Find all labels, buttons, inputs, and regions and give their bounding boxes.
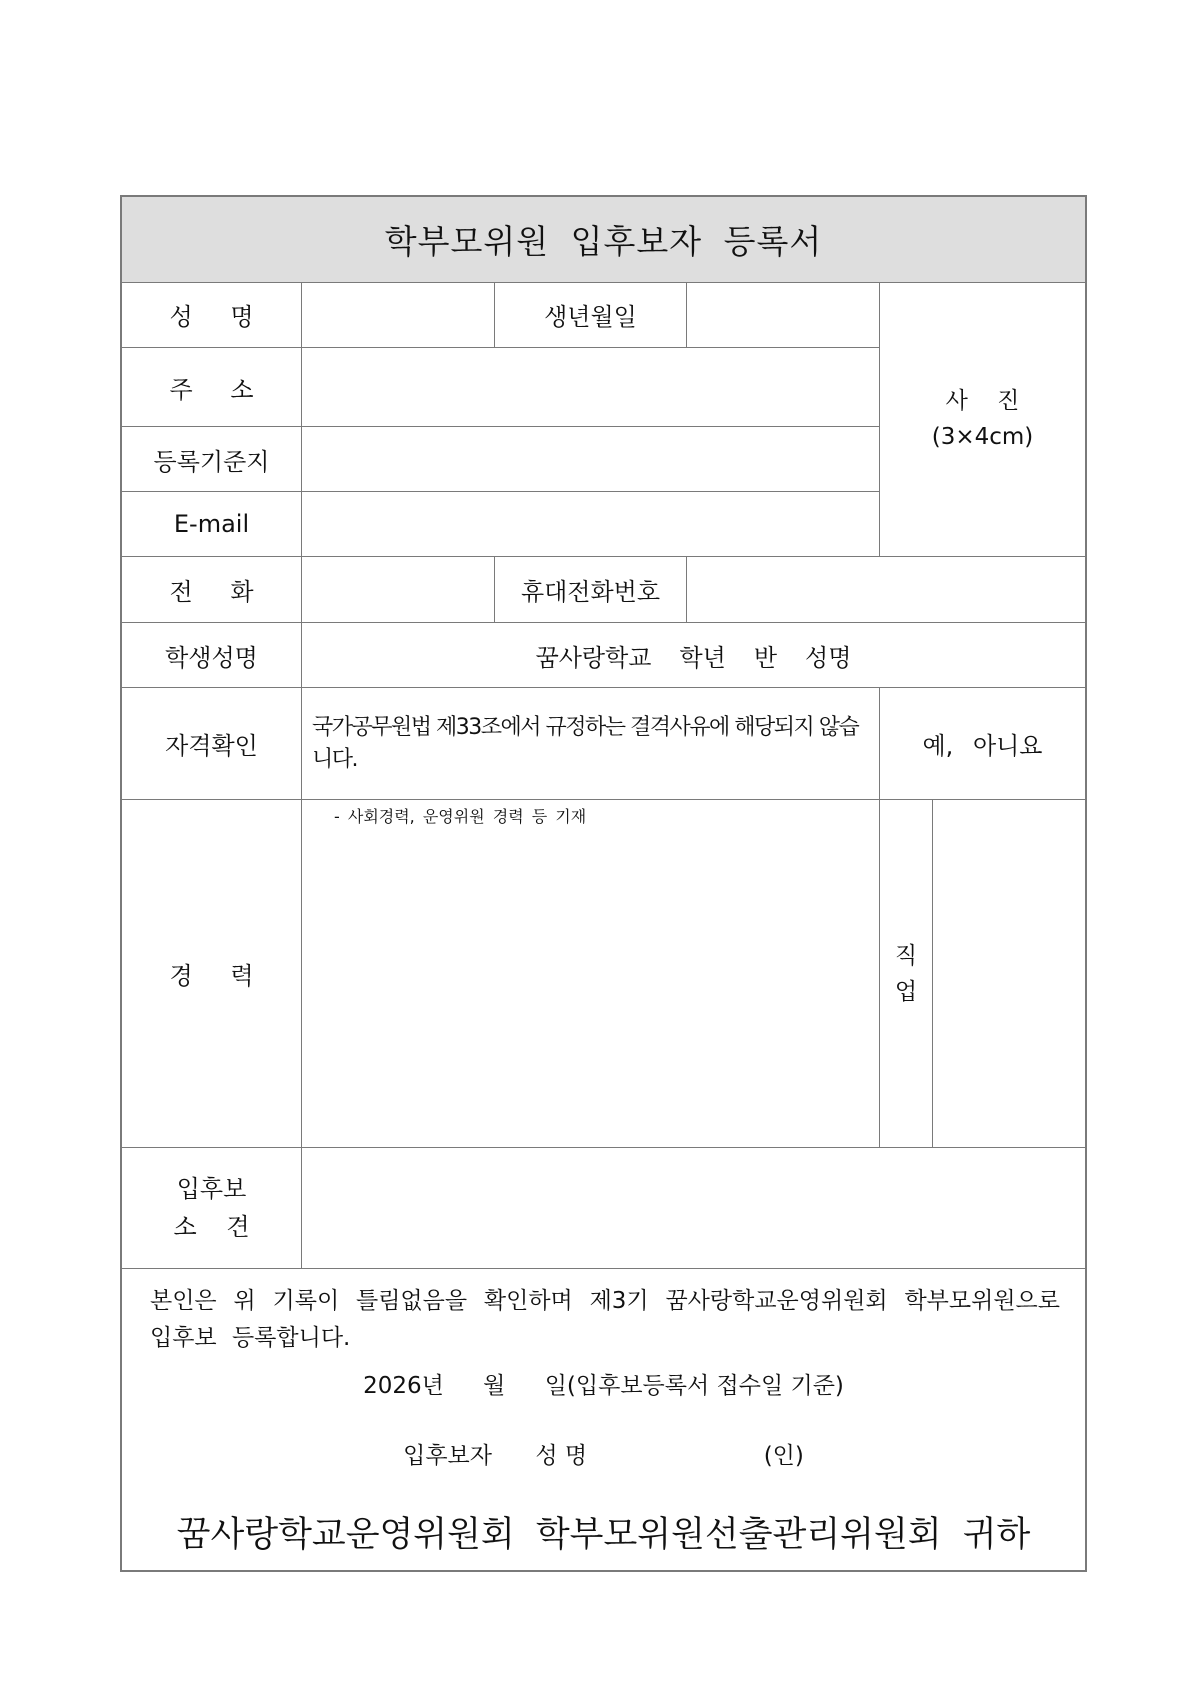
date-month: 월 <box>483 1373 506 1399</box>
job-label-line1: 직 <box>894 942 918 969</box>
address-field[interactable] <box>302 348 880 427</box>
registry-field[interactable] <box>302 427 880 492</box>
registry-label: 등록기준지 <box>122 427 302 492</box>
opinion-label-line1: 입후보 <box>176 1175 247 1203</box>
qualification-statement: 국가공무원법 제33조에서 규정하는 결격사유에 해당되지 않습니다. <box>302 688 880 800</box>
birth-label: 생년월일 <box>495 282 687 348</box>
job-field[interactable] <box>933 800 1085 1148</box>
job-label <box>880 800 933 1148</box>
email-field[interactable] <box>302 492 880 557</box>
photo-label: 사 진 <box>945 388 1020 414</box>
email-label: E-mail <box>122 492 302 557</box>
opinion-field[interactable] <box>302 1148 1085 1269</box>
birth-field[interactable] <box>687 282 880 348</box>
name-field[interactable] <box>302 282 495 348</box>
phone-field[interactable] <box>302 557 495 623</box>
opinion-label-line2: 소 견 <box>173 1213 250 1241</box>
date-day: 일(입후보등록서 접수일 기준) <box>544 1373 844 1399</box>
job-label-line2: 업 <box>894 978 918 1005</box>
addressee: 꿈사랑학교운영위원회 학부모위원선출관리위원회 귀하 <box>176 1515 1031 1555</box>
student-grade: 학년 <box>679 643 726 672</box>
declaration-section <box>122 1267 1085 1572</box>
student-name: 성명 <box>805 643 852 672</box>
career-label: 경 력 <box>122 800 302 1148</box>
signature-label: 입후보자 <box>403 1443 492 1469</box>
date-year: 2026년 <box>363 1373 444 1399</box>
mobile-label: 휴대전화번호 <box>495 557 687 623</box>
student-class: 반 <box>753 643 778 672</box>
career-hint: - 사회경력, 운영위원 경력 등 기재 <box>334 807 587 826</box>
mobile-field[interactable] <box>687 557 1085 623</box>
address-label: 주 소 <box>122 348 302 427</box>
signature-line <box>122 1437 1085 1470</box>
declaration-text: 본인은 위 기록이 틀림없음을 확인하며 제3기 꿈사랑학교운영위원회 학부모위원으로 입후보 등록합니다. <box>150 1288 1060 1351</box>
signature-name-label: 성 명 <box>535 1443 588 1469</box>
student-field[interactable] <box>302 623 1085 688</box>
student-label: 학생성명 <box>122 623 302 688</box>
photo-box[interactable] <box>880 282 1085 557</box>
qualification-answer[interactable]: 예, 아니요 <box>880 688 1085 800</box>
name-label: 성 명 <box>122 282 302 348</box>
opinion-label <box>122 1148 302 1269</box>
phone-label: 전 화 <box>122 557 302 623</box>
date-line <box>122 1367 1085 1400</box>
signature-seal: (인) <box>763 1443 804 1469</box>
career-field[interactable] <box>302 800 880 1148</box>
student-school: 꿈사랑학교 <box>535 643 652 672</box>
photo-size: (3×4cm) <box>931 424 1034 450</box>
form-title: 학부모위원 입후보자 등록서 <box>122 197 1085 283</box>
candidate-registration-form <box>120 195 1087 1572</box>
qualification-label: 자격확인 <box>122 688 302 800</box>
